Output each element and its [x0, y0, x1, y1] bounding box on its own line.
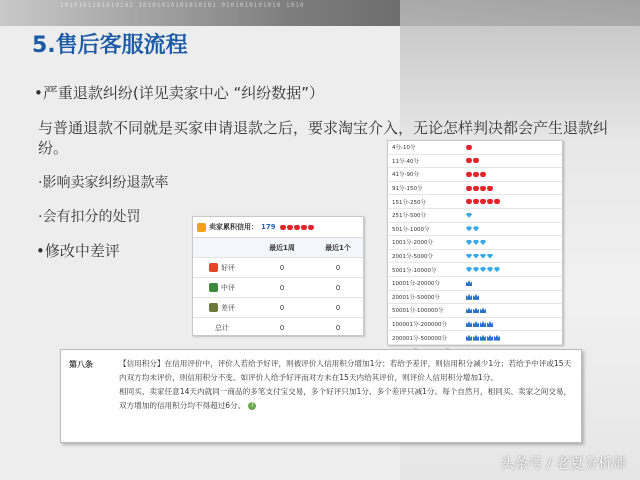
level-icons [466, 280, 472, 286]
level-range: 2001分-5000分 [392, 254, 433, 261]
level-icons [466, 240, 486, 245]
bullet-refund-dispute: •严重退款纠纷(详见卖家中心 “纠纷数据”） [34, 84, 325, 102]
credit-row-label [193, 283, 251, 293]
heart-icon [473, 186, 479, 191]
level-icons [466, 254, 493, 259]
level-icons [466, 267, 500, 272]
level-range: 50001分-100000分 [392, 308, 444, 315]
level-icons [466, 186, 493, 191]
heart-icon [466, 172, 472, 177]
col-last-month: 最近1个 [325, 243, 351, 252]
level-range: 4分-10分 [392, 145, 416, 152]
level-range: 501分-1000分 [392, 226, 430, 233]
diamond-icon [466, 267, 472, 272]
diamond-icon [473, 254, 479, 259]
rating-face-icon [209, 263, 218, 272]
crown-icon [480, 307, 486, 313]
article-paragraph-1: 【信用积分】在信用评价中，评价人若给予好评，则被评价人信用积分增加1分；若给予差评，则信用积分减少1分；若给予中评或15天内双方均未评价，则信用积分不变。如评价人给予好评而对方未在15天内给其评价，则评价人信用积分增加1分。 [119, 359, 572, 382]
seller-icon [197, 223, 206, 232]
level-range: 200001分-500000分 [392, 335, 447, 342]
week-count: 0 [279, 323, 285, 332]
level-icons [466, 199, 500, 204]
diamond-icon [473, 226, 479, 231]
month-count: 0 [335, 263, 341, 272]
rating-name: 中评 [221, 283, 235, 292]
level-row [388, 155, 562, 169]
diamond-icon [480, 240, 486, 245]
crown-icon [494, 335, 500, 341]
level-icons [466, 321, 493, 327]
level-range: 100001分-200000分 [392, 322, 447, 329]
crown-icon [487, 321, 493, 327]
month-count: 0 [335, 323, 341, 332]
heart-icon [480, 199, 486, 204]
diamond-icon [466, 254, 472, 259]
heart-icon [301, 225, 307, 230]
rating-face-icon [209, 303, 218, 312]
rating-name: 差评 [221, 303, 235, 312]
col-last-week: 最近1周 [269, 243, 295, 252]
level-row [388, 141, 562, 155]
level-icons [466, 145, 472, 150]
crown-icon [473, 307, 479, 313]
rating-face-icon [209, 283, 218, 292]
level-range: 151分-250分 [392, 199, 426, 206]
level-icons [466, 158, 479, 163]
heart-icon [294, 225, 300, 230]
month-count: 0 [335, 283, 341, 292]
diamond-icon [487, 267, 493, 272]
heart-icon [473, 172, 479, 177]
article-label: 第八条 [69, 360, 93, 369]
diamond-icon [473, 267, 479, 272]
slide-title: 5.售后客服流程 [32, 33, 188, 58]
watermark: 头条号 / 老夏分析师 [500, 456, 626, 472]
heart-icon [473, 158, 479, 163]
credit-row [193, 318, 363, 338]
level-row [388, 331, 562, 345]
article-text [119, 357, 575, 413]
heart-icon [487, 186, 493, 191]
level-icons [466, 307, 486, 313]
week-count: 0 [279, 263, 285, 272]
heart-icon [480, 186, 486, 191]
crown-icon [466, 294, 472, 300]
level-row [388, 318, 562, 332]
dispute-paragraph: 与普通退款不同就是买家申请退款之后，要求淘宝介入，无论怎样判决都会产生退款纠纷。 [38, 119, 609, 157]
heart-icon [466, 199, 472, 204]
heart-icon [466, 145, 472, 150]
crown-icon [473, 294, 479, 300]
rating-name: 总计 [215, 323, 229, 332]
diamond-icon [480, 254, 486, 259]
level-row [388, 236, 562, 250]
crown-icon [466, 280, 472, 286]
credit-score: 179 [261, 223, 276, 231]
credit-row [193, 258, 363, 278]
level-range: 20001分-50000分 [392, 294, 440, 301]
diamond-icon [466, 240, 472, 245]
credit-header [193, 217, 363, 238]
level-icons [466, 213, 472, 218]
level-icons [466, 294, 479, 300]
level-range: 251分-500分 [392, 213, 426, 220]
credit-label: 卖家累积信用： [209, 223, 258, 231]
heart-icon [308, 225, 314, 230]
bullet-penalty: ·会有扣分的处罚 [38, 209, 141, 225]
week-count: 0 [279, 303, 285, 312]
bullet-dispute-rate: ·影响卖家纠纷退款率 [38, 175, 169, 191]
rating-name: 好评 [221, 263, 235, 272]
heart-icon [466, 186, 472, 191]
diamond-icon [487, 254, 493, 259]
diamond-icon [480, 267, 486, 272]
level-range: 11分-40分 [392, 158, 419, 165]
level-row [388, 223, 562, 237]
level-range: 10001分-20000分 [392, 281, 440, 288]
seller-credit-table [192, 216, 364, 336]
credit-row [193, 298, 363, 318]
heart-icon [466, 158, 472, 163]
level-range: 91分-150分 [392, 186, 423, 193]
diamond-icon [466, 226, 472, 231]
heart-icon [287, 225, 293, 230]
heart-icon [480, 172, 486, 177]
credit-hearts [280, 225, 314, 230]
rule-article-box [60, 349, 582, 443]
crown-icon [466, 321, 472, 327]
level-row [388, 291, 562, 305]
help-icon[interactable]: ? [248, 402, 256, 410]
credit-row-label [193, 323, 251, 333]
crown-icon [466, 335, 472, 341]
level-row [388, 277, 562, 291]
heart-icon [473, 199, 479, 204]
credit-row-label [193, 263, 251, 273]
crown-icon [466, 307, 472, 313]
level-row [388, 304, 562, 318]
heart-icon [487, 199, 493, 204]
level-row [388, 195, 562, 209]
level-row [388, 209, 562, 223]
bullet-modify-review: •修改中差评 [36, 242, 120, 260]
month-count: 0 [335, 303, 341, 312]
credit-row [193, 278, 363, 298]
credit-row-label [193, 303, 251, 313]
credit-level-table [387, 140, 563, 345]
article-paragraph-2: 相同买、卖家任意14天内就同一商品的多笔支付宝交易，多个好评只加1分、多个差评只减1分。每个自然月，相同买、卖家之间交易，双方增加的信用积分均不得超过6分。 ? [119, 387, 572, 410]
level-icons [466, 172, 486, 177]
level-range: 1001分-2000分 [392, 240, 433, 247]
week-count: 0 [279, 283, 285, 292]
crown-icon [473, 321, 479, 327]
diamond-icon [473, 240, 479, 245]
diamond-icon [494, 267, 500, 272]
level-icons [466, 226, 479, 231]
level-row [388, 263, 562, 277]
level-range: 41分-90分 [392, 172, 419, 179]
credit-col-header [193, 238, 363, 258]
level-row [388, 168, 562, 182]
crown-icon [480, 321, 486, 327]
crown-icon [480, 335, 486, 341]
level-range: 5001分-10000分 [392, 267, 437, 274]
level-row [388, 182, 562, 196]
level-row [388, 250, 562, 264]
banner-binary-text: 1010101101010101 10101010101010101 0101010101010 1010 [60, 2, 305, 9]
crown-icon [473, 335, 479, 341]
heart-icon [280, 225, 286, 230]
diamond-icon [466, 213, 472, 218]
crown-icon [487, 335, 493, 341]
heart-icon [494, 199, 500, 204]
level-icons [466, 335, 500, 341]
